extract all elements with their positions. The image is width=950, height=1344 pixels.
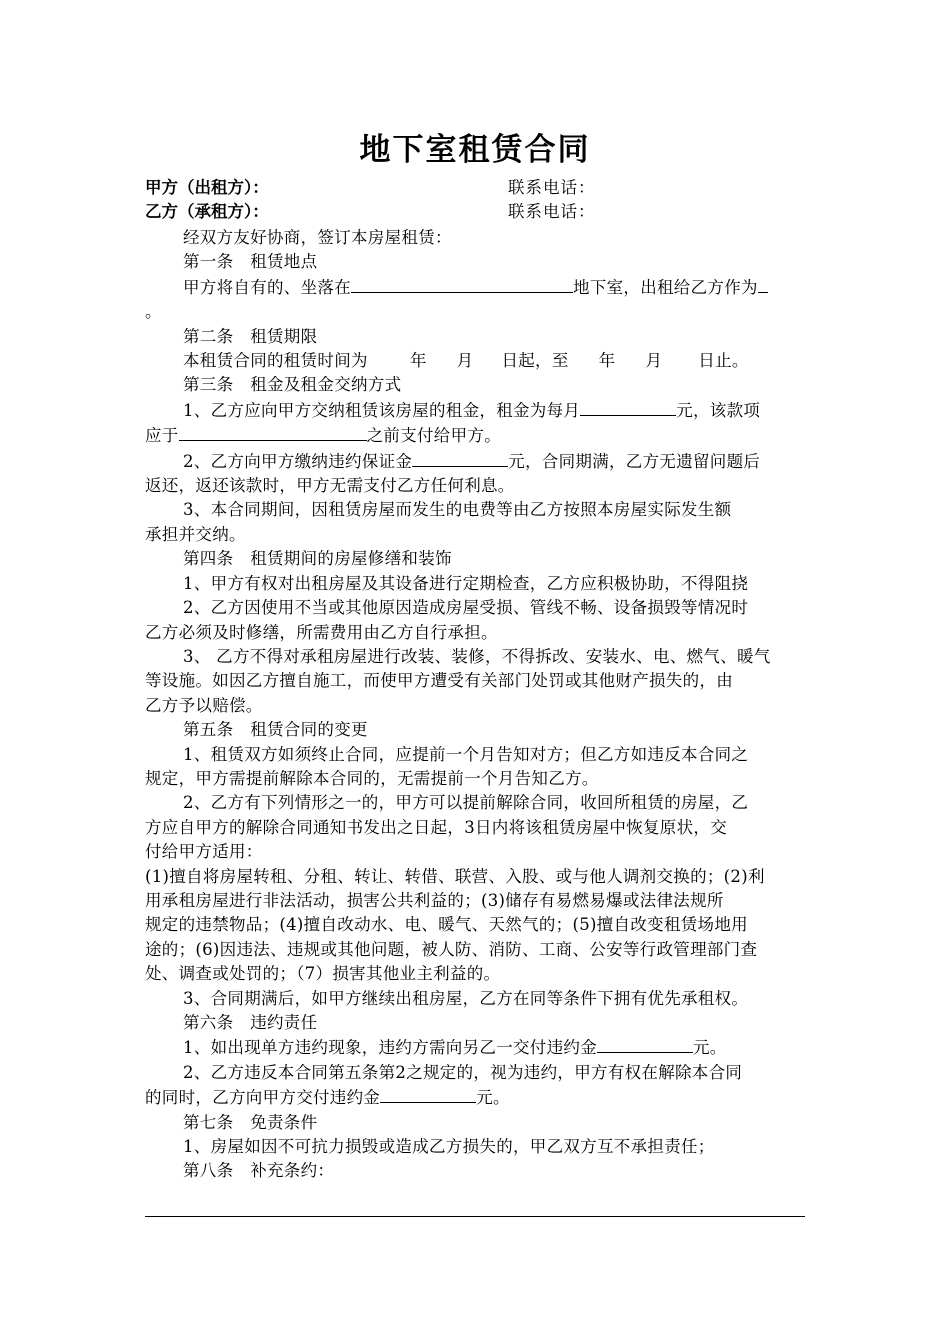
article-5-item-2-line-1: 2、乙方有下列情形之一的，甲方可以提前解除合同，收回所租赁的房屋，乙	[183, 793, 749, 813]
article-3-item-2-line-1: 2、乙方向甲方缴纳违约保证金 元，合同期满，乙方无遗留问题后	[145, 449, 805, 474]
payment-date-blank	[179, 423, 367, 441]
article-5-item-2-line-2: 方应自甲方的解除合同通知书发出之日起，3日内将该租赁房屋中恢复原状，交	[145, 817, 727, 837]
article-1-line-1: 甲方将自有的、坐落在 地下室，出租给乙方作为	[145, 275, 805, 300]
article-5-list-line-5: 处、调查或处罚的；（7）损害其他业主利益的。	[145, 964, 501, 984]
party-a-phone-label: 联系电话：	[508, 178, 596, 197]
article-5-list-line-4: 途的；(6)因违法、违规或其他问题，被人防、消防、工商、公安等行政管理部门查	[145, 939, 758, 959]
article-7-title: 第七条 免责条件	[183, 1112, 318, 1132]
article-5-list-line-1: (1)擅自将房屋转租、分租、转让、转借、联营、入股、或与他人调剂交换的；(2)利	[145, 866, 765, 886]
article-5-item-3: 3、合同期满后，如甲方继续出租房屋，乙方在同等条件下拥有优先承租权。	[183, 988, 749, 1008]
party-b-phone-label: 联系电话：	[508, 202, 596, 221]
usage-blank	[758, 275, 768, 293]
deposit-blank	[412, 449, 508, 467]
article-1-title: 第一条 租赁地点	[183, 252, 318, 272]
article-2-line-1: 本租赁合同的租赁时间为 年 月 日起，至 年 月 日止。	[183, 351, 749, 371]
article-4-item-1: 1、甲方有权对出租房屋及其设备进行定期检查，乙方应积极协助，不得阻挠	[183, 573, 749, 593]
article-3-title: 第三条 租金及租金交纳方式	[183, 375, 402, 395]
article-2-title: 第二条 租赁期限	[183, 326, 318, 346]
article-4-item-2-line-2: 乙方必须及时修缮，所需费用由乙方自行承担。	[145, 622, 498, 642]
article-5-item-1-line-1: 1、租赁双方如须终止合同，应提前一个月告知对方；但乙方如违反本合同之	[183, 744, 749, 764]
article-4-item-3-line-3: 乙方予以赔偿。	[145, 695, 263, 715]
article-5-list-line-2: 用承租房屋进行非法活动，损害公共利益的；(3)储存有易燃易爆或法律法规所	[145, 890, 724, 910]
penalty-blank-2	[380, 1085, 476, 1103]
monthly-rent-blank	[580, 398, 676, 416]
article-7-item-1: 1、房屋如因不可抗力损毁或造成乙方损失的，甲乙双方互不承担责任；	[183, 1137, 715, 1157]
article-5-item-1-line-2: 规定，甲方需提前解除本合同的，无需提前一个月告知乙方。	[145, 768, 599, 788]
article-3-item-3-line-1: 3、本合同期间，因租赁房屋而发生的电费等由乙方按照本房屋实际发生额	[183, 500, 732, 520]
intro-paragraph: 经双方友好协商，签订本房屋租赁：	[183, 228, 452, 247]
article-4-item-2-line-1: 2、乙方因使用不当或其他原因造成房屋受损、管线不畅、设备损毁等情况时	[183, 598, 749, 618]
penalty-blank-1	[597, 1035, 693, 1053]
article-3-item-2-line-2: 返还，返还该款时，甲方无需支付乙方任何利息。	[145, 476, 515, 496]
supplementary-terms-line	[145, 1216, 805, 1217]
article-3-item-3-line-2: 承担并交纳。	[145, 524, 246, 544]
article-5-item-2-line-3: 付给甲方适用：	[145, 842, 263, 862]
article-4-title: 第四条 租赁期间的房屋修缮和装饰	[183, 549, 452, 569]
article-1-line-2: 。	[145, 302, 162, 322]
article-5-title: 第五条 租赁合同的变更	[183, 720, 368, 740]
article-6-item-2-line-2: 的同时，乙方向甲方交付违约金 元。	[145, 1085, 805, 1110]
article-6-title: 第六条 违约责任	[183, 1013, 318, 1032]
party-a-label: 甲方（出租方）：	[145, 178, 269, 197]
article-3-item-1-line-1: 1、乙方应向甲方交纳租赁该房屋的租金，租金为每月 元，该款项	[145, 398, 805, 423]
article-4-item-3-line-2: 等设施。如因乙方擅自施工，而使甲方遭受有关部门处罚或其他财产损失的，由	[145, 671, 733, 691]
article-5-list-line-3: 规定的违禁物品；(4)擅自改动水、电、暖气、天然气的；(5)擅自改变租赁场地用	[145, 915, 748, 935]
contract-body	[145, 226, 805, 1184]
article-3-item-1-line-2: 应于 之前支付给甲方。	[145, 423, 805, 448]
article-6-item-1: 1、如出现单方违约现象，违约方需向另乙一交付违约金 元。	[145, 1035, 805, 1060]
article-8-title: 第八条 补充条约：	[183, 1161, 335, 1181]
article-6-item-2-line-1: 2、乙方违反本合同第五条第2之规定的，视为违约，甲方有权在解除本合同	[183, 1062, 743, 1082]
location-blank	[351, 275, 573, 293]
party-b-label: 乙方（承租方）：	[145, 202, 269, 221]
article-4-item-3-line-1: 3、 乙方不得对承租房屋进行改装、装修，不得拆改、安装水、电、燃气、暖气	[183, 646, 771, 666]
document-title: 地下室租赁合同	[359, 132, 591, 168]
